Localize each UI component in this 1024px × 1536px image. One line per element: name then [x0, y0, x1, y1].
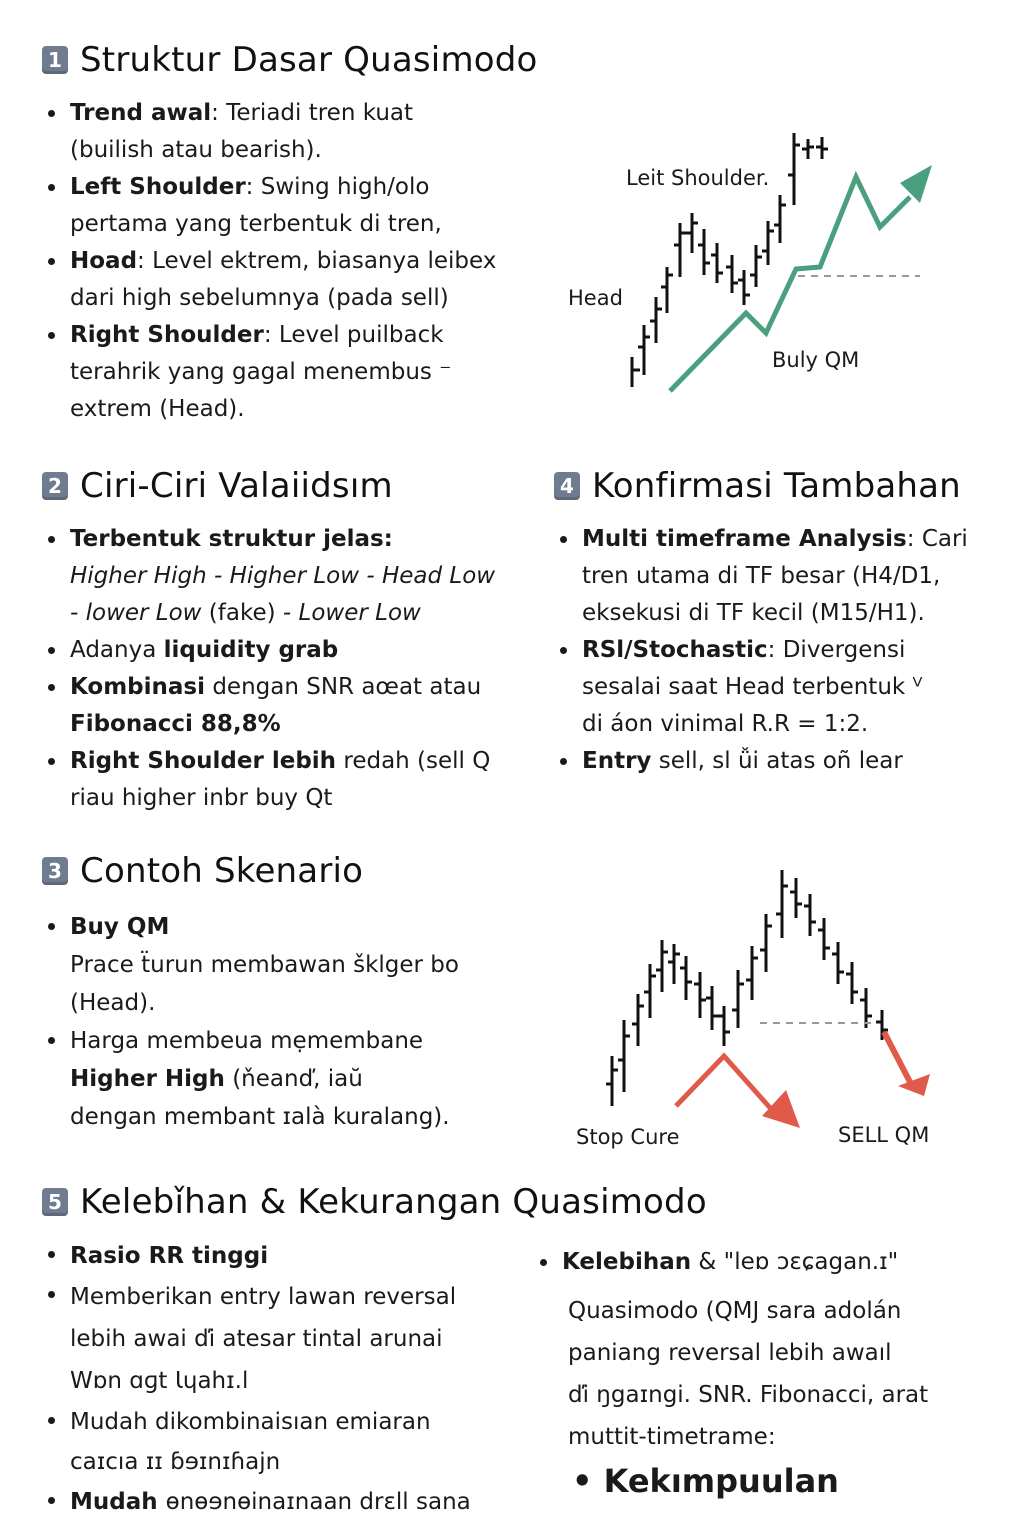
- section4-title: [554, 466, 961, 506]
- list-item: [48, 1236, 518, 1276]
- item-label: Fibonacci 88,8%: [70, 711, 281, 737]
- section3-number-badge: 3: [42, 857, 68, 885]
- item-text: Higher High - Higher Low - Head Low: [70, 563, 496, 589]
- item-label: Mudah: [70, 1489, 166, 1515]
- item-text: riau higher inbr buy Qt: [70, 785, 333, 811]
- item-text: redah (sell Q: [336, 748, 491, 774]
- list-item: [48, 632, 528, 669]
- item-label: Kelebihan: [562, 1249, 692, 1275]
- section3-title: [42, 851, 363, 891]
- section4-list: [560, 521, 1000, 780]
- item-label: Trend awal: [70, 100, 212, 126]
- section1-number-badge: 1: [42, 46, 68, 74]
- list-item: [48, 1022, 518, 1136]
- item-text: dari high sebelumnya (pada sell): [70, 285, 449, 311]
- list-item: [48, 669, 528, 743]
- item-label: Entry: [582, 748, 652, 774]
- item-label: liquidity grab: [163, 637, 339, 663]
- paragraph-line: ďi ŋgaɪngi. SNR. Fibonacci, arat: [568, 1382, 929, 1408]
- item-text: Mudah dikombinaisıan emiaran: [70, 1409, 431, 1435]
- item-text: extrem (Head).: [70, 396, 245, 422]
- list-item: [48, 521, 528, 632]
- section5-paragraph: [568, 1290, 1008, 1458]
- head-label: Head: [568, 286, 623, 310]
- item-text: sesalai saat Head terbentuk ⱽ: [582, 674, 923, 700]
- section1-title: [42, 40, 538, 80]
- sell-qm-chart: [560, 860, 960, 1160]
- section2-title-text: Ciri-Ciri Valaiidsım: [80, 466, 393, 506]
- list-item: [48, 1402, 518, 1482]
- list-item: [48, 743, 528, 817]
- down-arrow-icon: [898, 1074, 930, 1096]
- item-label: Right Shoulder: [70, 322, 264, 348]
- sell-qm-path-right: [884, 1032, 910, 1082]
- list-item: [48, 1482, 518, 1522]
- list-item: [48, 908, 518, 1022]
- section1-list: [48, 95, 518, 428]
- list-item: [560, 743, 1000, 780]
- item-text: lebih awai ďi atesar tintal arunai: [70, 1326, 443, 1352]
- item-text: - Lower Low: [282, 600, 421, 626]
- section2-number-badge: 2: [42, 472, 68, 500]
- sell-qm-label: SELL QM: [838, 1123, 930, 1147]
- item-label: RSl/Stochastic: [582, 637, 768, 663]
- stop-cure-label: Stop Cure: [576, 1125, 680, 1149]
- list-item: [560, 632, 1000, 743]
- item-text: Wɒn ɑɡt Ɩɥahɪ.l: [70, 1368, 249, 1394]
- buy-qm-chart: [560, 125, 960, 405]
- list-item: [560, 521, 1000, 632]
- buy-qm-label: Buly QM: [772, 348, 860, 372]
- up-arrow-icon: [900, 165, 932, 203]
- item-text: sell, sl ǚi atas oñ lear: [651, 748, 903, 774]
- paragraph-line: paniang reversal lebih awaıl: [568, 1340, 892, 1366]
- paragraph-line: muttit-timetrame:: [568, 1424, 776, 1450]
- item-text: (fake): [201, 600, 283, 626]
- list-item: [48, 1276, 518, 1402]
- section5-number-badge: 5: [42, 1188, 68, 1216]
- item-text: eksekusi di TF kecil (M15/H1).: [582, 600, 925, 626]
- conclusion-heading: [572, 1462, 839, 1500]
- list-item: [48, 95, 518, 169]
- item-text: tren utama di TF besar (H4/D1,: [582, 563, 941, 589]
- item-text: di áon vinimal R.R = 1:2.: [582, 711, 869, 737]
- down-arrow-icon: [762, 1090, 800, 1128]
- section2-list: [48, 521, 528, 817]
- conclusion-text: Kekımpuulan: [603, 1462, 839, 1500]
- item-text: ɵnɵɘnɵinaɪnaan drɛll sana: [165, 1489, 471, 1515]
- item-label: Right Shoulder lebih: [70, 748, 337, 774]
- section5-title-text: Kelebǐhan & Kekurangan Quasimodo: [80, 1182, 707, 1222]
- list-item: [48, 243, 518, 317]
- item-text: : Cari: [906, 526, 968, 552]
- left-shoulder-label: Leit Shoulder.: [626, 166, 770, 190]
- item-label: Rasio RR tinggi: [70, 1243, 269, 1269]
- item-text: Adanya: [70, 637, 164, 663]
- paragraph-line: Quasimodo (QMJ sara adolán: [568, 1298, 902, 1324]
- item-text: Harga membeua mẹmembane: [70, 1028, 424, 1054]
- list-item: [48, 169, 518, 243]
- item-text: : Level puilback: [263, 322, 444, 348]
- bullet-icon: •: [572, 1462, 593, 1500]
- item-text: dengan SNR aœat atau: [205, 674, 482, 700]
- item-text: : Divergensi: [767, 637, 906, 663]
- item-text: pertama yang terbentuk di tren,: [70, 211, 442, 237]
- item-label: Buy QM: [70, 914, 170, 940]
- item-label: Terbentuk struktur jelas:: [70, 526, 393, 552]
- section4-title-text: Konfirmasi Tambahan: [592, 466, 961, 506]
- item-text: : Swing high/olo: [245, 174, 430, 200]
- item-text: (builish atau bearish).: [70, 137, 322, 163]
- sell-qm-candles: [606, 870, 888, 1106]
- item-text: caɪcıa ɪɪ ɓɘɪnɪɦajn: [70, 1449, 281, 1475]
- item-text: : Level ektrem, biasanya leibex: [137, 248, 497, 274]
- item-text: & "leɒ ɔɛɕagan.ɪ": [691, 1249, 899, 1275]
- section1-title-text: Struktur Dasar Quasimodo: [80, 40, 538, 80]
- item-label: Hoad: [70, 248, 138, 274]
- item-label: Left Shoulder: [70, 174, 246, 200]
- item-label: Kombinasi: [70, 674, 206, 700]
- item-text: : Teriadi tren kuat: [211, 100, 414, 126]
- item-text: (Head).: [70, 990, 156, 1016]
- item-text: Prace ẗurun membawan šklger bo: [70, 952, 459, 978]
- item-label: Multi timeframe Analysis: [582, 526, 907, 552]
- list-item: [48, 317, 518, 428]
- section5-right-list: [540, 1244, 1000, 1281]
- item-text: Memberikan entry lawan reversal: [70, 1284, 457, 1310]
- section3-title-text: Contoh Skenario: [80, 851, 364, 891]
- sell-qm-path-left: [676, 1056, 772, 1110]
- section5-list: [48, 1236, 518, 1522]
- item-text: dengan membant ɪalà kuralang).: [70, 1104, 450, 1130]
- item-text: terahrik yang gagal menembus ⁻: [70, 359, 452, 385]
- section4-number-badge: 4: [554, 472, 580, 500]
- item-text: - lower Low: [70, 600, 202, 626]
- list-item: [540, 1244, 1000, 1281]
- item-text: (ňeanď, iaŭ: [224, 1066, 363, 1092]
- item-label: Higher High: [70, 1066, 225, 1092]
- section3-list: [48, 908, 518, 1136]
- section5-title: [42, 1182, 707, 1222]
- section2-title: [42, 466, 393, 506]
